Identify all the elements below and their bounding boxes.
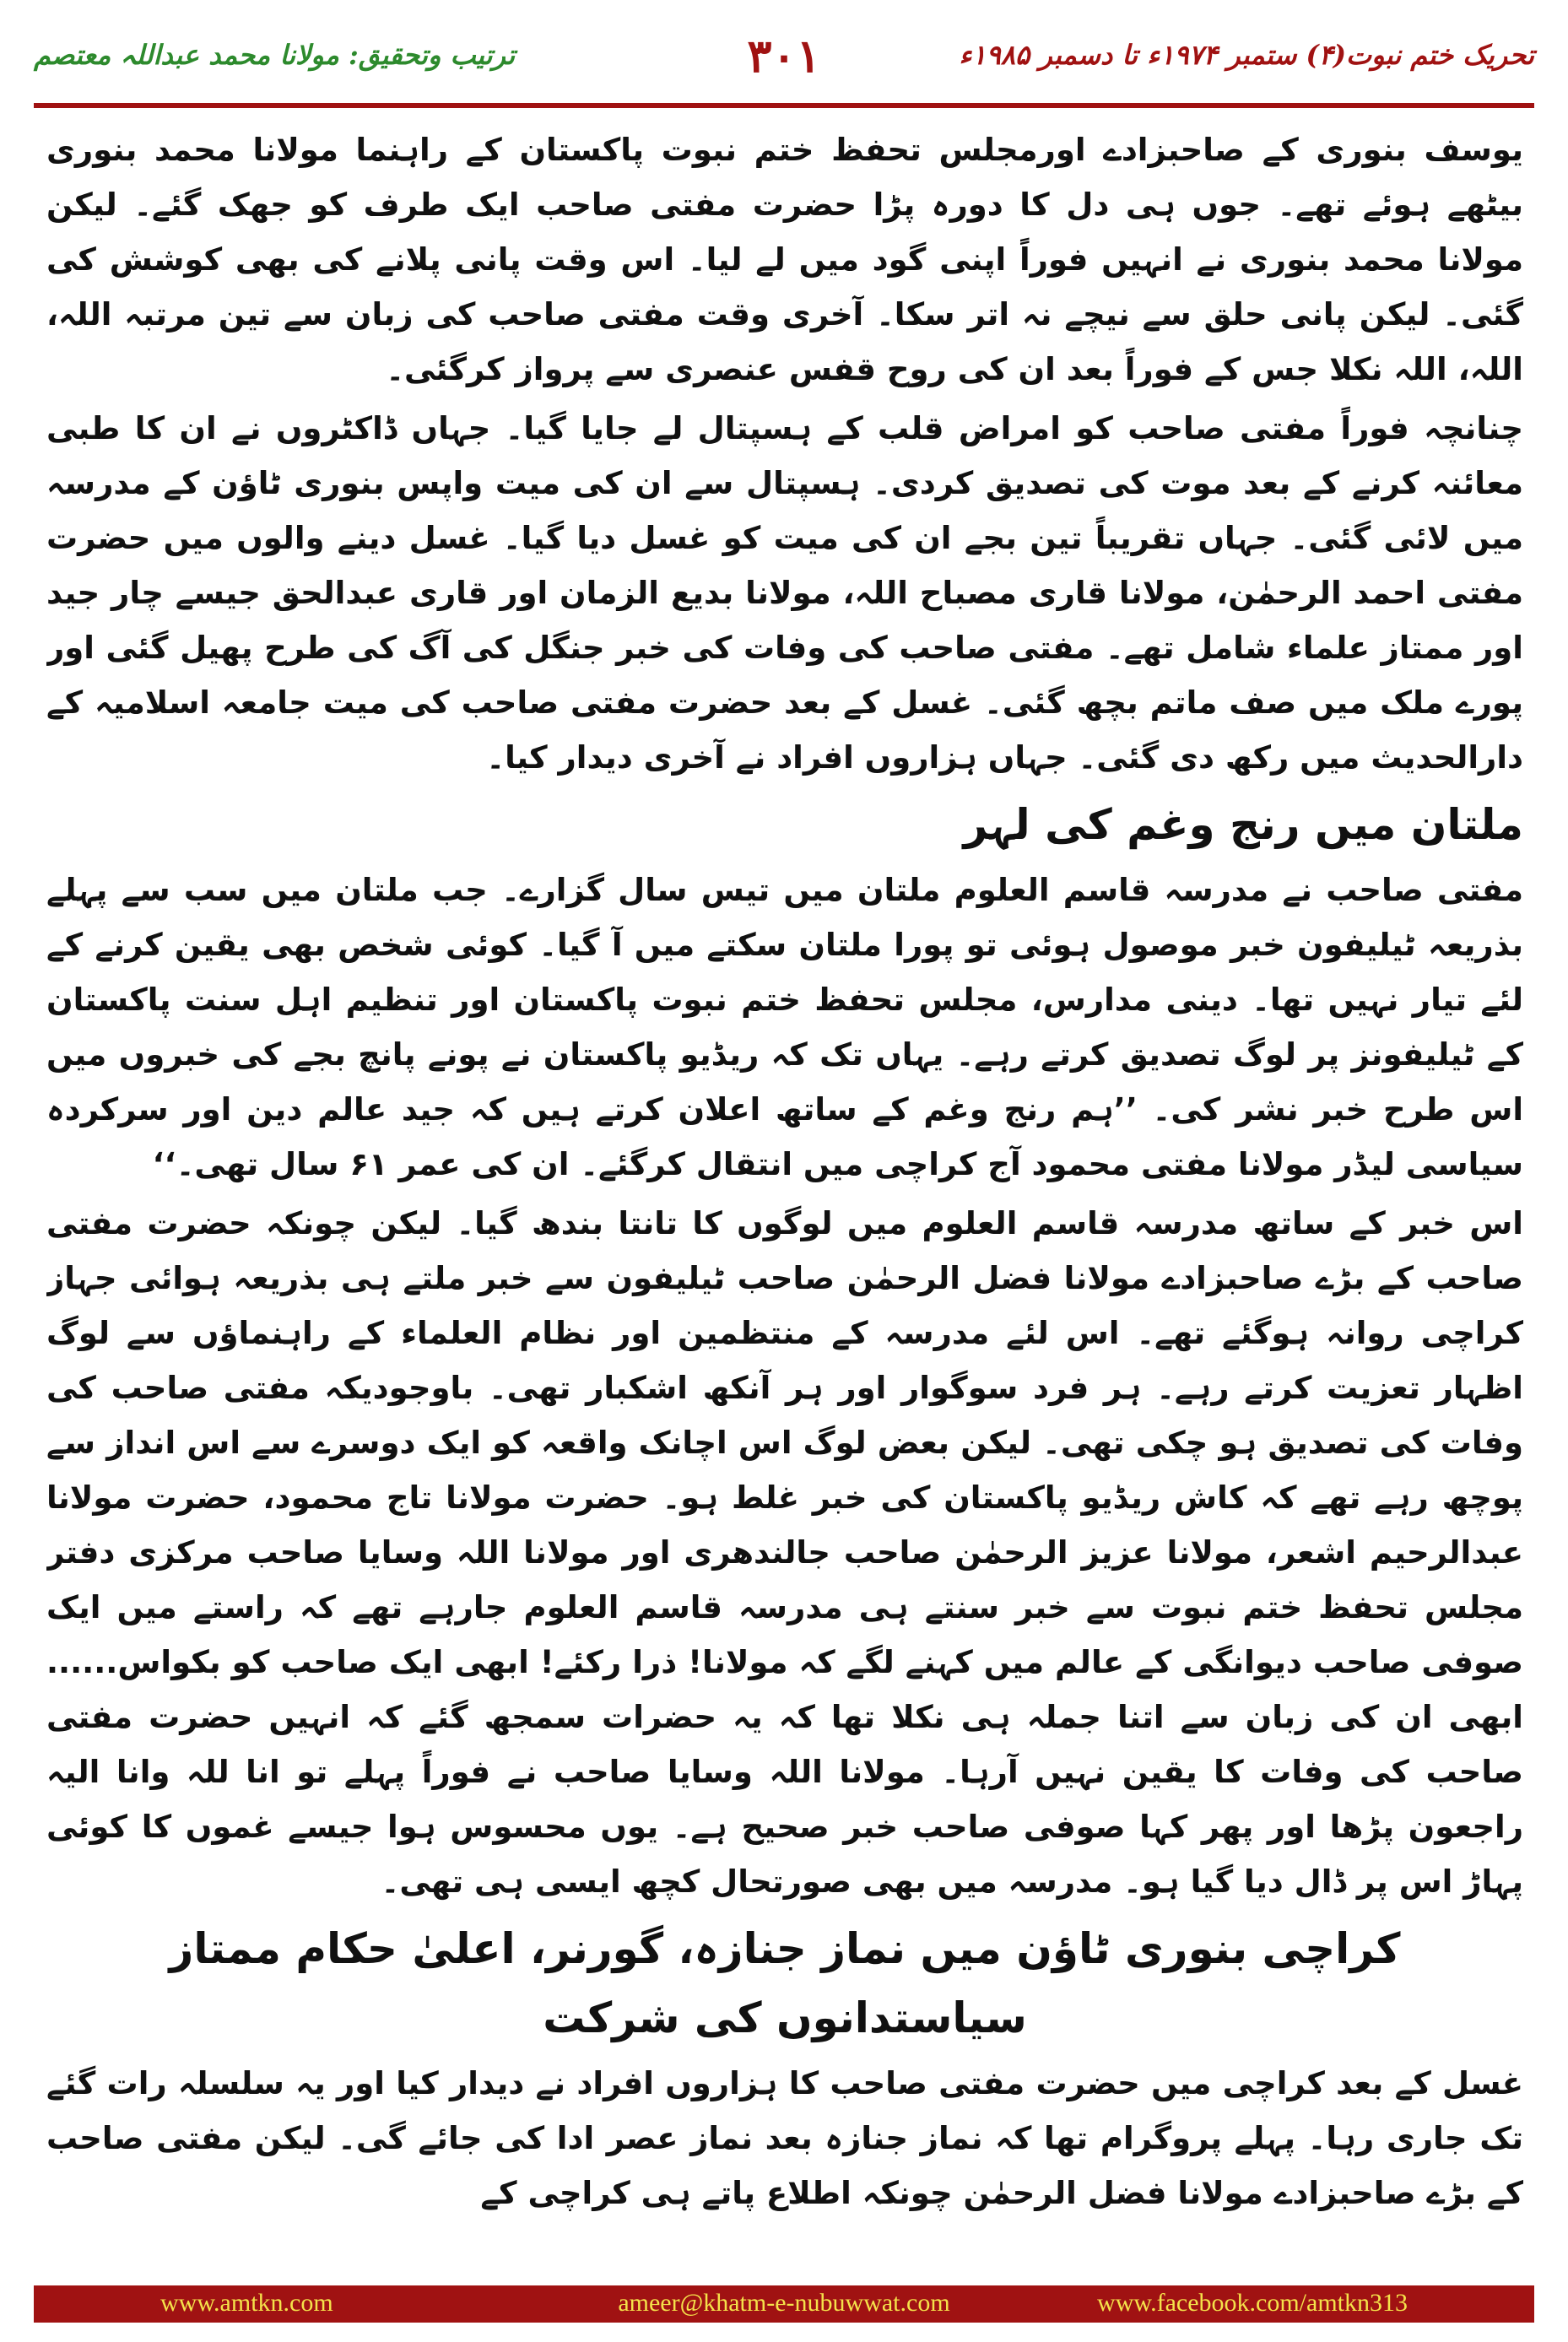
paragraph-1: یوسف بنوری کے صاحبزادے اورمجلس تحفظ ختم نبوت پاکستان کے راہنما مولانا محمد بنوری بیٹھے ہوئے تھے۔ جوں ہی دل کا دورہ پڑا حضرت مفتی صاحب ایک طرف کو جھک گئے۔ لیکن مولانا محمد بنوری نے انہیں فوراً اپنی گود میں لے لیا۔ اس وقت پانی پلانے کی بھی کوشش کی گئی۔ لیکن پانی حلق سے نیچے نہ اتر سکا۔ آخری وقت مفتی صاحب کی زبان سے تین مرتبہ اللہ، اللہ، اللہ نکلا جس کے فوراً بعد ان کی روح قفس عنصری سے پرواز کرگئی۔ <box>46 132 1523 387</box>
website-link[interactable]: www.amtkn.com <box>160 2289 333 2317</box>
compiler-credit: ترتیب وتحقیق: مولانا محمد عبداللہ معتصم <box>34 39 516 71</box>
facebook-link[interactable]: www.facebook.com/amtkn313 <box>1097 2289 1408 2317</box>
page-number: ۳۰۱ <box>747 29 821 83</box>
section-heading-multan: ملتان میں رنج وغم کی لہر <box>963 800 1523 849</box>
paragraph-5: غسل کے بعد کراچی میں حضرت مفتی صاحب کا ہزاروں افراد نے دیدار کیا اور یہ سلسلہ رات گئے تک جاری رہا۔ پہلے پروگرام تھا کہ نماز جنازہ بعد نماز عصر ادا کی جائے گی۔ لیکن مفتی صاحب کے بڑے صاحبزادے مولانا فضل الرحمٰن چونکہ اطلاع پاتے ہی کراچی کے <box>46 2065 1523 2211</box>
paragraph-2: چنانچہ فوراً مفتی صاحب کو امراض قلب کے ہسپتال لے جایا گیا۔ جہاں ڈاکٹروں نے ان کا طبی معائنہ کرنے کے بعد موت کی تصدیق کردی۔ ہسپتال سے ان کی میت واپس بنوری ٹاؤن کے مدرسہ میں لائی گئی۔ جہاں تقریباً تین بجے ان کی میت کو غسل دیا گیا۔ غسل دینے والوں میں حضرت مفتی احمد الرحمٰن، مولانا قاری مصباح اللہ، مولانا بدیع الزمان اور قاری عبدالحق جیسے چار جید اور ممتاز علماء شامل تھے۔ مفتی صاحب کی وفات کی خبر جنگل کی آگ کی طرح پھیل گئی اور پورے ملک میں صف ماتم بچھ گئی۔ غسل کے بعد حضرت مفتی صاحب کی میت جامعہ اسلامیہ کے دارالحدیث میں رکھ دی گئی۔ جہاں ہزاروں افراد نے آخری دیدار کیا۔ <box>46 410 1523 776</box>
page-body <box>46 122 1523 2266</box>
paragraph-3: مفتی صاحب نے مدرسہ قاسم العلوم ملتان میں تیس سال گزارے۔ جب ملتان میں سب سے پہلے بذریعہ ٹیلیفون خبر موصول ہوئی تو پورا ملتان سکتے میں آ گیا۔ کوئی شخص بھی یقین کرنے کے لئے تیار نہیں تھا۔ دینی مدارس، مجلس تحفظ ختم نبوت پاکستان اور تنظیم اہل سنت پاکستان کے ٹیلیفونز پر لوگ تصدیق کرتے رہے۔ یہاں تک کہ ریڈیو پاکستان نے پونے پانچ بجے کی خبروں میں اس طرح خبر نشر کی۔ ’’ہم رنج وغم کے ساتھ اعلان کرتے ہیں کہ جید عالم دین اور سرکردہ سیاسی لیڈر مولانا مفتی محمود آج کراچی میں انتقال کرگئے۔ ان کی عمر ۶۱ سال تھی۔‘‘ <box>46 872 1523 1182</box>
header-divider <box>34 103 1534 108</box>
page-header <box>34 24 1534 100</box>
email-link[interactable]: ameer@khatm-e-nubuwwat.com <box>618 2289 950 2317</box>
book-title: تحریک ختم نبوت(۴) ستمبر ۱۹۷۴ء تا دسمبر ۱۹۸۵ء <box>959 39 1534 71</box>
section-heading-karachi: کراچی بنوری ٹاؤن میں نماز جنازہ، گورنر، اعلیٰ حکام ممتاز سیاستدانوں کی شرکت <box>169 1924 1401 2042</box>
paragraph-4: اس خبر کے ساتھ مدرسہ قاسم العلوم میں لوگوں کا تانتا بندھ گیا۔ لیکن چونکہ حضرت مفتی صاحب کے بڑے صاحبزادے مولانا فضل الرحمٰن صاحب ٹیلیفون سے خبر ملتے ہی بذریعہ ہوائی جہاز کراچی روانہ ہوگئے تھے۔ اس لئے مدرسہ کے منتظمین اور نظام العلماء کے راہنماؤں سے لوگ اظہار تعزیت کرتے رہے۔ ہر فرد سوگوار اور ہر آنکھ اشکبار تھی۔ باوجودیکہ مفتی صاحب کی وفات کی تصدیق ہو چکی تھی۔ لیکن بعض لوگ اس اچانک واقعہ کو ایک دوسرے سے اس انداز سے پوچھ رہے تھے کہ کاش ریڈیو پاکستان کی خبر غلط ہو۔ حضرت مولانا تاج محمود، حضرت مولانا عبدالرحیم اشعر، مولانا عزیز الرحمٰن صاحب جالندھری اور مولانا اللہ وسایا صاحب مرکزی دفتر مجلس تحفظ ختم نبوت سے خبر سنتے ہی مدرسہ قاسم العلوم جارہے تھے کہ راستے میں ایک صوفی صاحب دیوانگی کے عالم میں کہنے لگے کہ مولانا! ذرا رکئے! ابھی ایک صاحب کو بکواس...... ابھی ان کی زبان سے اتنا جملہ ہی نکلا تھا کہ یہ حضرات سمجھ گئے کہ انہیں حضرت مفتی صاحب کی وفات کا یقین نہیں آرہا۔ مولانا اللہ وسایا صاحب نے فوراً پہلے تو انا للہ وانا الیہ راجعون پڑھا اور پھر کہا صوفی صاحب خبر صحیح ہے۔ یوں محسوس ہوا جیسے غموں کا کوئی پہاڑ اس پر ڈال دیا گیا ہو۔ مدرسہ میں بھی صورتحال کچھ ایسی ہی تھی۔ <box>46 1205 1523 1900</box>
page-footer <box>34 2285 1534 2323</box>
